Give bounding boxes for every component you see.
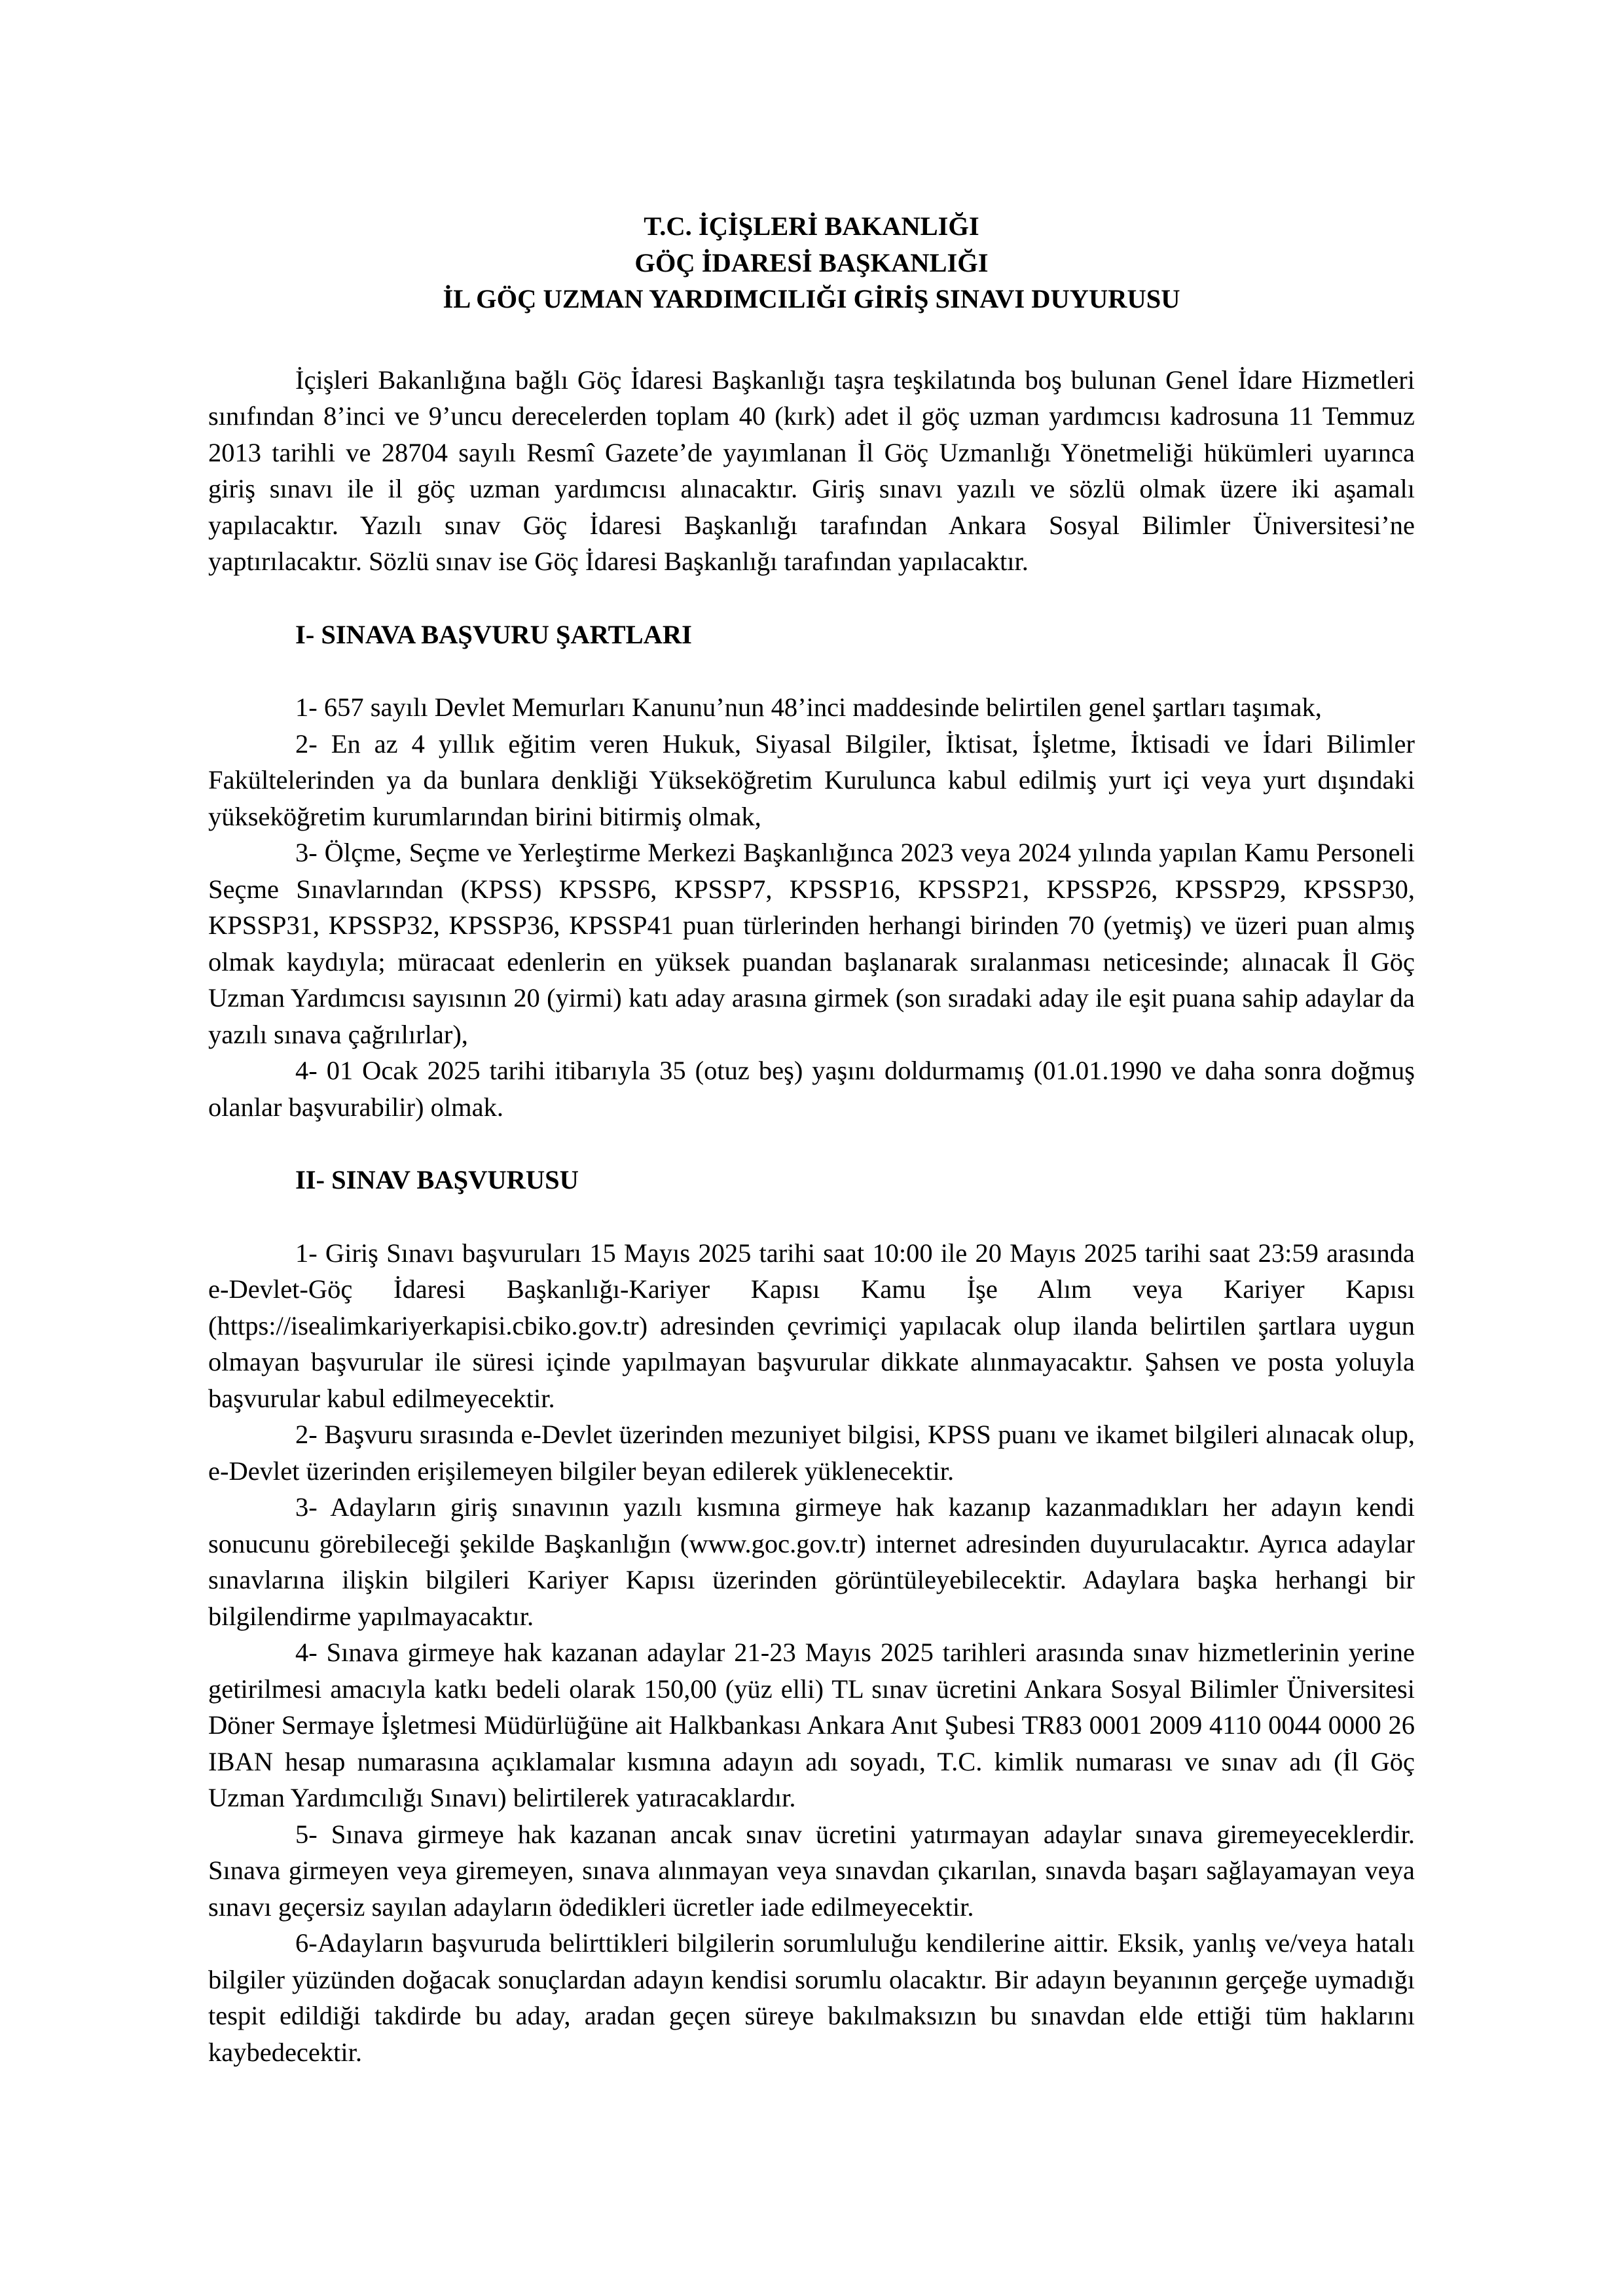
section2-items xyxy=(208,1235,1415,2071)
section1-item: 1- 657 sayılı Devlet Memurları Kanunu’nun 48’inci maddesinde belirtilen genel şartları taşımak, xyxy=(295,692,1322,722)
section2-item: 2- Başvuru sırasında e-Devlet üzerinden mezuniyet bilgisi, KPSS puanı ve ikamet bilgileri alınacak olup, e-Devlet üzerinden erişilemeyen bilgiler beyan edilerek yüklenecektir. xyxy=(208,1420,1415,1486)
document-header xyxy=(208,208,1415,317)
header-ministry: T.C. İÇİŞLERİ BAKANLIĞI xyxy=(644,211,979,241)
section1-heading: I- SINAVA BAŞVURU ŞARTLARI xyxy=(295,619,692,649)
section1-item: 2- En az 4 yıllık eğitim veren Hukuk, Siyasal Bilgiler, İktisat, İşletme, İktisadi ve İdari Bilimler Fakültelerinden ya da bunlara denkliği Yükseköğretim Kurulunca kabul edilmiş yurt içi veya yurt dışındaki yükseköğretim kurumlarından birini bitirmiş olmak, xyxy=(208,728,1415,831)
section2-item: 1- Giriş Sınavı başvuruları 15 Mayıs 2025 tarihi saat 10:00 ile 20 Mayıs 2025 tarihi saat 23:59 arasında e-Devlet-Göç İdaresi Başkanlığı-Kariyer Kapısı Kamu İşe Alım veya Kariyer Kapısı (https://isealimkariyerkapisi.cbiko.gov.tr) adresinden çevrimiçi yapılacak olup ilanda belirtilen şartlara uygun olmayan başvurular ile süresi içinde yapılmayan başvurular dikkate alınmayacaktır. Şahsen ve posta yoluyla başvurular kabul edilmeyecektir. xyxy=(208,1238,1415,1413)
document-page xyxy=(208,208,1415,2070)
section1-items xyxy=(208,689,1415,1125)
header-directorate: GÖÇ İDARESİ BAŞKANLIĞI xyxy=(634,247,989,278)
section2-item: 6-Adayların başvuruda belirttikleri bilgilerin sorumluluğu kendilerine aittir. Eksik, yanlış ve/veya hatalı bilgiler yüzünden doğacak sonuçlardan adayın kendisi sorumlu olacaktır. Bir adayın beyanının gerçeğe uymadığı tespit edildiği takdirde bu aday, aradan geçen süreye bakılmaksızın bu sınavdan elde ettiği tüm haklarını kaybedecektir. xyxy=(208,1928,1415,2067)
section1-item: 4- 01 Ocak 2025 tarihi itibarıyla 35 (otuz beş) yaşını doldurmamış (01.01.1990 ve daha sonra doğmuş olanlar başvurabilir) olmak. xyxy=(208,1056,1415,1122)
section1-item: 3- Ölçme, Seçme ve Yerleştirme Merkezi Başkanlığınca 2023 veya 2024 yılında yapılan Kamu Personeli Seçme Sınavlarından (KPSS) KPSSP6, KPSSP7, KPSSP16, KPSSP21, KPSSP26, KPSSP29, KPSSP30, KPSSP31, KPSSP32, KPSSP36, KPSSP41 puan türlerinden herhangi birinden 70 (yetmiş) ve üzeri puan almış olmak kaydıyla; müracaat edenlerin en yüksek puandan başlanarak sıralanması neticesinde; alınacak İl Göç Uzman Yardımcısı sayısının 20 (yirmi) katı aday arasına girmek (son sıradaki aday ile eşit puana sahip adaylar da yazılı sınava çağrılırlar), xyxy=(208,838,1415,1049)
intro-paragraph: İçişleri Bakanlığına bağlı Göç İdaresi Başkanlığı taşra teşkilatında boş bulunan Genel İdare Hizmetleri sınıfından 8’inci ve 9’uncu derecelerden toplam 40 (kırk) adet il göç uzman yardımcısı kadrosuna 11 Temmuz 2013 tarihli ve 28704 sayılı Resmî Gazete’de yayımlanan İl Göç Uzmanlığı Yönetmeliği hükümleri uyarınca giriş sınavı ile il göç uzman yardımcısı alınacaktır. Giriş sınavı yazılı ve sözlü olmak üzere iki aşamalı yapılacaktır. Yazılı sınav Göç İdaresi Başkanlığı tarafından Ankara Sosyal Bilimler Üniversitesi’ne yaptırılacaktır. Sözlü sınav ise Göç İdaresi Başkanlığı tarafından yapılacaktır. xyxy=(208,365,1415,576)
section2-item: 4- Sınava girmeye hak kazanan adaylar 21-23 Mayıs 2025 tarihleri arasında sınav hizmetlerinin yerine getirilmesi amacıyla katkı bedeli olarak 150,00 (yüz elli) TL sınav ücretini Ankara Sosyal Bilimler Üniversitesi Döner Sermaye İşletmesi Müdürlüğüne ait Halkbankası Ankara Anıt Şubesi TR83 0001 2009 4110 0044 0000 26 IBAN hesap numarasına açıklamalar kısmına adayın adı soyadı, T.C. kimlik numarası ve sınav adı (İl Göç Uzman Yardımcılığı Sınavı) belirtilerek yatıracaklardır. xyxy=(208,1638,1415,1812)
section2-item: 5- Sınava girmeye hak kazanan ancak sınav ücretini yatırmayan adaylar sınava giremeyeceklerdir. Sınava girmeyen veya giremeyen, sınava alınmayan veya sınavdan çıkarılan, sınavda başarı sağlayamayan veya sınavı geçersiz sayılan adayların ödedikleri ücretler iade edilmeyecektir. xyxy=(208,1819,1415,1922)
section2-heading: II- SINAV BAŞVURUSU xyxy=(295,1165,579,1194)
section2-item: 3- Adayların giriş sınavının yazılı kısmına girmeye hak kazanıp kazanmadıkları her adayın kendi sonucunu görebileceği şekilde Başkanlığın (www.goc.gov.tr) internet adresinden duyurulacaktır. Ayrıca adaylar sınavlarına ilişkin bilgileri Kariyer Kapısı üzerinden görüntüleyebilecektir. Adaylara başka herhangi bir bilgilendirme yapılmayacaktır. xyxy=(208,1492,1415,1631)
header-announcement-title: İL GÖÇ UZMAN YARDIMCILIĞI GİRİŞ SINAVI DUYURUSU xyxy=(443,284,1180,314)
